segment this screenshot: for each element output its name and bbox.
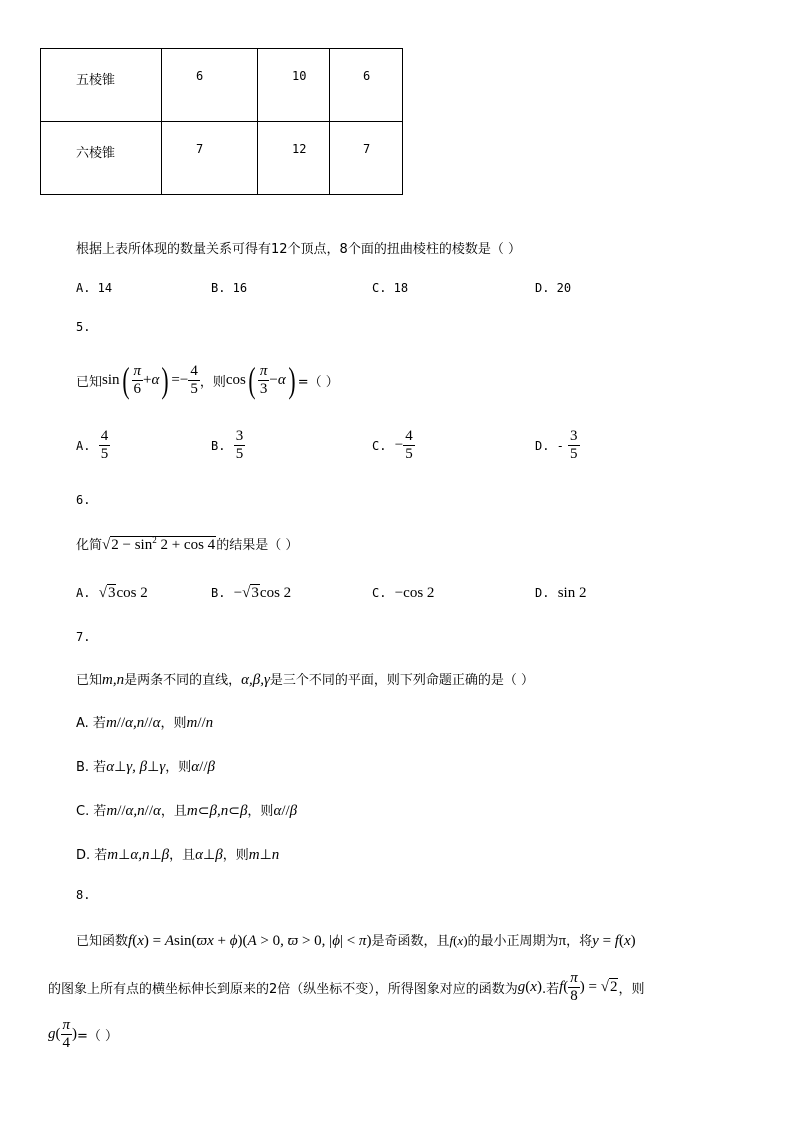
option-label: C. (372, 438, 387, 453)
q7-option-d[interactable] (76, 844, 279, 864)
q5-math: sin (102, 371, 120, 388)
sqrt-expression: $√2 - \sin^2 2 + \cos 4$ (102, 535, 216, 553)
paren: ) (161, 360, 169, 400)
perp-symbol: ⊥ (147, 759, 160, 775)
q5-math: +α (143, 371, 160, 388)
paren: ) (288, 360, 296, 400)
q7-stem-post: 是三个不同的平面，则下列命题正确的是（ ） (269, 673, 535, 688)
q4-option-d[interactable]: D. 20 (535, 281, 572, 295)
q5-prefix: 已知 (76, 374, 103, 390)
then-text: ，则 (165, 760, 192, 775)
option-label: B. (211, 438, 226, 453)
q5-math: cos (225, 371, 246, 388)
q6-prefix: 化简 (76, 538, 103, 553)
q4-option-a[interactable]: A. 14 (76, 281, 113, 295)
minus-sign: − (394, 437, 404, 453)
fraction: $\frac{4}{5}$ (190, 362, 198, 397)
option-math: α (191, 759, 200, 775)
option-math: α (106, 759, 115, 775)
perp-symbol: ⊥ (259, 847, 272, 863)
q7-option-a[interactable] (76, 712, 213, 732)
q6-option-c[interactable] (372, 585, 434, 602)
q8-math: y (592, 933, 599, 949)
option-math: α,n (130, 847, 150, 863)
table-cell: 6 (196, 69, 204, 83)
option-label: A. (76, 586, 91, 600)
q5-suffix: =（ ） (297, 374, 339, 390)
option-math: // (199, 759, 208, 775)
perp-symbol: ⊥ (149, 847, 162, 863)
q8-line3 (48, 1012, 118, 1056)
fraction (403, 428, 415, 463)
q6-option-a[interactable] (76, 585, 148, 602)
option-math: β,n (209, 803, 229, 819)
option-label: D. (535, 586, 550, 600)
q8-math: ( (563, 978, 569, 995)
q7-number: 7. (76, 630, 91, 644)
option-math: m (248, 847, 260, 863)
denominator: 5 (405, 446, 413, 462)
option-math: n (205, 715, 214, 731)
option-label: D. 若 (76, 848, 108, 863)
denominator: 5 (235, 446, 244, 462)
option-math: // (281, 803, 290, 819)
q5-mid: ，则 (199, 374, 226, 390)
option-math: γ, β (126, 759, 148, 775)
q4-stem: 根据上表所体现的数量关系可得有12个顶点，8个面的扭曲棱柱的棱数是（ ） (76, 242, 521, 257)
table-cell: 7 (363, 142, 371, 156)
option-math: α,n (125, 803, 145, 819)
then-text: ，则 (222, 848, 249, 863)
option-math: √3cos 2 (98, 585, 148, 601)
option-math: sin 2 (557, 585, 587, 601)
q5-math: −α (269, 371, 286, 388)
q5-stem (76, 358, 339, 402)
option-math: m (105, 715, 117, 731)
table-cell: 10 (292, 69, 307, 83)
q7-option-b[interactable] (76, 756, 215, 776)
q7-stem (76, 669, 534, 689)
perp-symbol: ⊥ (203, 847, 216, 863)
q8-text: 已知函数 (76, 934, 129, 949)
and-text: ，且 (160, 804, 187, 819)
option-label: B. 若 (76, 760, 107, 775)
option-math: β (239, 803, 248, 819)
table-cell: 7 (196, 142, 204, 156)
q8-line1 (76, 930, 636, 950)
option-math: m (107, 847, 119, 863)
option-math: α (273, 803, 282, 819)
q6-option-d[interactable] (535, 585, 586, 602)
option-math: β (289, 803, 298, 819)
table-row (41, 122, 403, 195)
q8-number: 8. (76, 888, 91, 902)
q6-number: 6. (76, 493, 91, 507)
q8-math: f (128, 933, 133, 949)
table-cell: 12 (292, 142, 307, 156)
option-label: C. 若 (76, 804, 107, 819)
fraction (99, 428, 111, 463)
q8-math: g (48, 1025, 56, 1042)
perp-symbol: ⊥ (114, 759, 127, 775)
option-math: // (197, 715, 206, 731)
numerator: 4 (100, 428, 109, 444)
paren: ( (248, 360, 256, 400)
paren: ( (121, 360, 130, 400)
subset-symbol: ⊂ (197, 803, 210, 819)
option-math: m (106, 803, 118, 819)
table-cell: 五棱锥 (76, 73, 116, 88)
numerator: 3 (235, 428, 244, 444)
q8-math: = f(x) (598, 933, 636, 949)
q8-text: 的图象上所有点的横坐标伸长到原来的2倍（纵坐标不变），所得图象对应的函数为 (48, 981, 518, 997)
table-cell: 6 (363, 69, 371, 83)
fraction: $\frac{\pi}{3}$ (259, 362, 268, 397)
option-label: A. 若 (76, 716, 106, 731)
option-math: γ (159, 759, 166, 775)
fraction: $\frac{\pi}{4}$ (62, 1016, 71, 1051)
fraction: $\frac{\pi}{6}$ (133, 362, 142, 397)
fraction: $\frac{\pi}{8}$ (570, 969, 578, 1004)
option-math: // (116, 715, 126, 731)
option-math: α (195, 847, 204, 863)
q6-suffix: 的结果是（ ） (216, 538, 299, 553)
option-label: A. (76, 438, 91, 453)
q5-option-b[interactable] (211, 428, 245, 463)
table-cell: 六棱锥 (76, 146, 116, 161)
option-math: // (144, 803, 153, 819)
option-math: α (152, 715, 161, 731)
q5-option-c[interactable] (372, 428, 415, 463)
q7-stem-pre: 已知 (76, 673, 103, 688)
option-math: −cos 2 (394, 585, 435, 601)
polyhedron-table (40, 48, 403, 195)
fraction (568, 428, 580, 463)
fraction (234, 428, 246, 463)
option-math: // (117, 803, 126, 819)
q8-text: ，则 (618, 981, 645, 997)
q6-stem (76, 534, 298, 554)
option-label: D. - (535, 438, 564, 453)
q8-math: (x) (453, 933, 468, 948)
then-text: ，则 (160, 716, 187, 731)
q8-text: 的最小正周期为 (467, 934, 559, 949)
q8-math: π (558, 933, 567, 949)
option-math: β (207, 759, 215, 775)
option-math: α,n (125, 715, 145, 731)
numerator: 4 (405, 428, 413, 444)
q7-math: α,β,γ (241, 672, 270, 688)
q8-math: (x) (525, 978, 542, 995)
option-math: β (215, 847, 223, 863)
q5-math: =− (171, 371, 189, 388)
numerator: 3 (570, 428, 578, 444)
denominator: 5 (570, 446, 578, 462)
option-math: −√3cos 2 (233, 585, 292, 601)
perp-symbol: ⊥ (118, 847, 131, 863)
q4-option-b[interactable]: B. 16 (211, 281, 248, 295)
denominator: 5 (100, 446, 109, 462)
q8-text: =（ ） (77, 1028, 119, 1044)
subset-symbol: ⊂ (228, 803, 240, 819)
q8-text: .若 (541, 981, 560, 997)
option-math: α (153, 803, 161, 819)
q8-math: ( (55, 1025, 61, 1042)
q5-option-d[interactable] (535, 428, 580, 463)
q8-math: f (449, 933, 454, 948)
q8-text: 是奇函数，且 (371, 934, 450, 949)
table-row (41, 49, 403, 122)
then-text: ，则 (247, 804, 274, 819)
q6-option-b[interactable] (211, 585, 291, 602)
q8-math: (x) = Asin(ϖx + ϕ)(A > 0, ϖ > 0, |ϕ| < π) (132, 933, 372, 949)
option-math: // (144, 715, 153, 731)
q8-math: ) (72, 1025, 78, 1042)
q8-line2 (48, 965, 644, 1009)
q7-stem-mid: 是两条不同的直线， (124, 673, 242, 688)
q5-option-a[interactable] (76, 428, 110, 463)
q8-text: ，将 (566, 934, 593, 949)
option-label: C. (372, 586, 387, 600)
q8-math: ) = √2 (579, 978, 618, 995)
q4-option-c[interactable]: C. 18 (372, 281, 409, 295)
q8-math: f (559, 978, 564, 995)
option-math: n (271, 847, 280, 863)
option-math: β (161, 847, 170, 863)
q7-option-c[interactable] (76, 800, 297, 820)
q7-math: m,n (102, 672, 125, 688)
q8-math: g (517, 978, 526, 995)
and-text: ，且 (169, 848, 196, 863)
option-label: B. (211, 586, 226, 600)
option-math: m (186, 803, 198, 819)
q5-number: 5. (76, 320, 91, 334)
option-math: m (186, 715, 198, 731)
